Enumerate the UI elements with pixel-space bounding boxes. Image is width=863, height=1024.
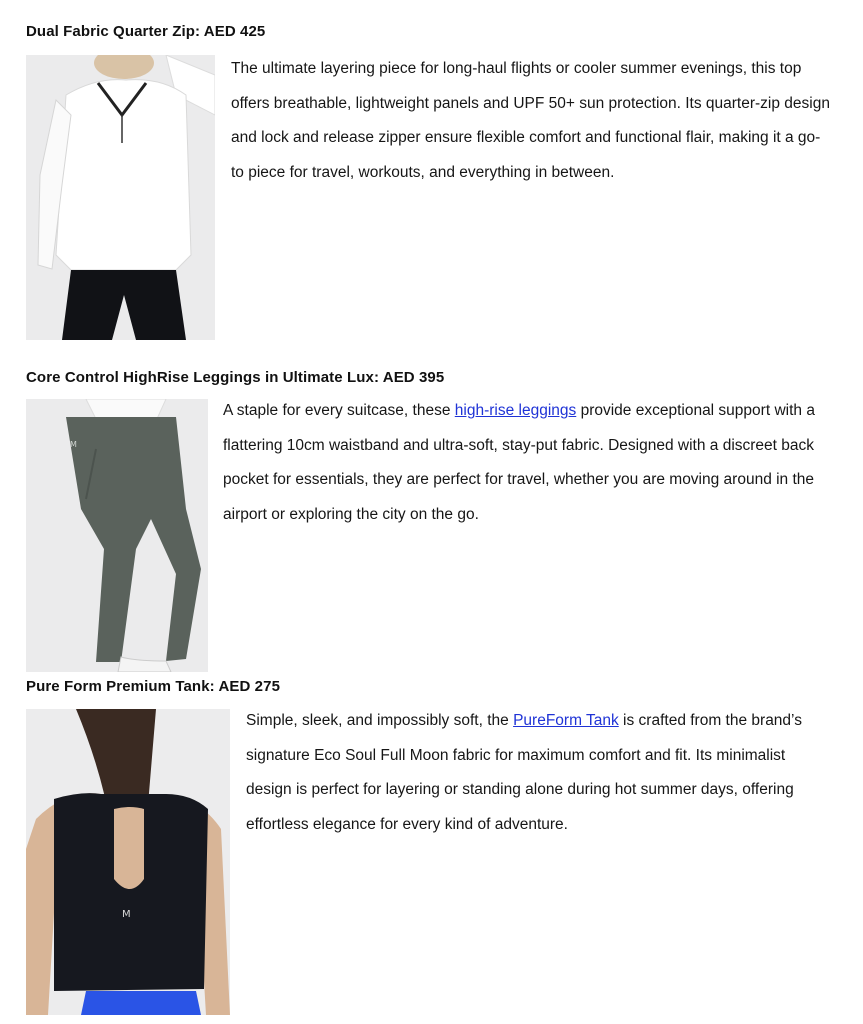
- product-description-quarter-zip: The ultimate layering piece for long-haul flights or cooler summer evenings, this top offers breathable, lightweight panels and UPF 50+ sun protection. Its quarter-zip design and lock and release zipper ensure flexible comfort and functional flair, making it a go-to piece for travel, workouts, and everything in between.: [231, 60, 830, 181]
- description-text-after: provide exceptional support with a flattering 10cm waistband and ultra-soft, stay-put fabric. Designed with a discreet back pocket for essentials, they are perfect for travel, whether you are moving around in the airport or exploring the city on the go.: [223, 402, 815, 523]
- pureform-tank-link[interactable]: PureForm Tank: [513, 712, 619, 729]
- high-rise-leggings-link[interactable]: high-rise leggings: [454, 402, 577, 419]
- description-text-before: Simple, sleek, and impossibly soft, the: [246, 712, 514, 729]
- product-description-leggings: [223, 394, 838, 532]
- product-title-tank: Pure Form Premium Tank: AED 275: [26, 678, 281, 695]
- product-image-quarter-zip: [26, 55, 215, 340]
- svg-text:M: M: [70, 440, 77, 449]
- product-title-leggings: Core Control HighRise Leggings in Ultimate Lux: AED 395: [26, 369, 445, 386]
- tank-photo: [26, 709, 230, 1015]
- product-image-leggings: [26, 399, 208, 672]
- quarter-zip-photo: [26, 55, 215, 340]
- product-image-tank: [26, 709, 230, 1015]
- description-text-before: A staple for every suitcase, these: [223, 402, 455, 419]
- product-description-tank: [246, 704, 821, 842]
- product-title-quarter-zip: Dual Fabric Quarter Zip: AED 425: [26, 23, 266, 40]
- description-text-after: is crafted from the brand’s signature Eco Soul Full Moon fabric for maximum comfort and fit. Its minimalist design is perfect for layering or standing alone during hot summer days, offering effortless elegance for every kind of adventure.: [246, 712, 802, 833]
- leggings-photo: [26, 399, 208, 672]
- svg-text:M: M: [122, 909, 131, 920]
